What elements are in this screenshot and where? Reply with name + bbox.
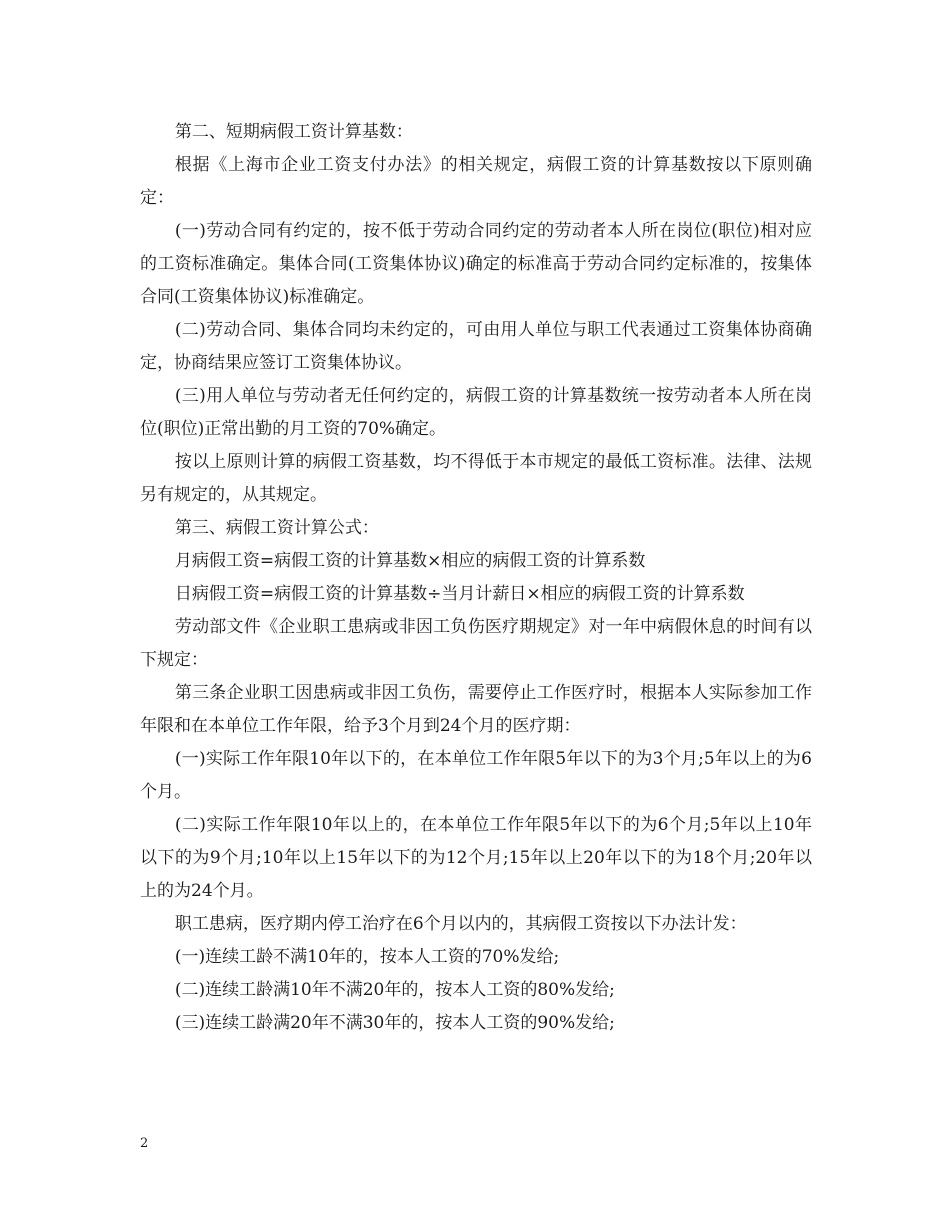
- formula-daily: 日病假工资=病假工资的计算基数÷当月计薪日×相应的病假工资的计算系数: [174, 584, 745, 604]
- paragraph-intro: 根据《上海市企业工资支付办法》的相关规定，病假工资的计算基数按以下原则确定：: [140, 155, 812, 208]
- page-number: 2: [140, 1136, 149, 1151]
- section-heading-formula: 第三、病假工资计算公式：: [174, 518, 379, 538]
- paragraph-rule-2: (二)劳动合同、集体合同均未约定的，可由用人单位与职工代表通过工资集体协商确定，协商结果应签订工资集体协议。: [140, 320, 812, 373]
- paragraph-pay-rate-2: (二)连续工龄满10年不满20年的，按本人工资的80%发给;: [174, 980, 615, 1000]
- paragraph-ministry-document: 劳动部文件《企业职工患病或非因工负伤医疗期规定》对一年中病假休息的时间有以下规定：: [140, 617, 812, 670]
- paragraph-pay-rate-1: (一)连续工龄不满10年的，按本人工资的70%发给;: [174, 947, 560, 967]
- paragraph-period-1: (一)实际工作年限10年以下的，在本单位工作年限5年以下的为3个月;5年以上的为6个月。: [140, 749, 812, 802]
- formula-monthly: 月病假工资=病假工资的计算基数×相应的病假工资的计算系数: [174, 551, 646, 571]
- paragraph-sick-pay-intro: 职工患病，医疗期内停工治疗在6个月以内的，其病假工资按以下办法计发：: [174, 914, 747, 934]
- paragraph-rule-1: (一)劳动合同有约定的，按不低于劳动合同约定的劳动者本人所在岗位(职位)相对应的工资标准确定。集体合同(工资集体协议)确定的标准高于劳动合同约定标准的，按集体合同(工资集体协议)标准确定。: [140, 221, 812, 307]
- paragraph-period-2: (二)实际工作年限10年以上的，在本单位工作年限5年以下的为6个月;5年以上10年以下的为9个月;10年以上15年以下的为12个月;15年以上20年以下的为18个月;20年以上的为24个月。: [140, 815, 812, 901]
- paragraph-article-3: 第三条企业职工因患病或非因工负伤，需要停止工作医疗时，根据本人实际参加工作年限和在本单位工作年限，给予3个月到24个月的医疗期：: [140, 683, 812, 736]
- document-body: [140, 116, 812, 1040]
- paragraph-rule-3: (三)用人单位与劳动者无任何约定的，病假工资的计算基数统一按劳动者本人所在岗位(职位)正常出勤的月工资的70%确定。: [140, 386, 812, 439]
- section-heading-base: 第二、短期病假工资计算基数：: [174, 122, 413, 142]
- paragraph-pay-rate-3: (三)连续工龄满20年不满30年的，按本人工资的90%发给;: [174, 1013, 615, 1033]
- paragraph-minimum-wage: 按以上原则计算的病假工资基数，均不得低于本市规定的最低工资标准。法律、法规另有规定的，从其规定。: [140, 452, 812, 505]
